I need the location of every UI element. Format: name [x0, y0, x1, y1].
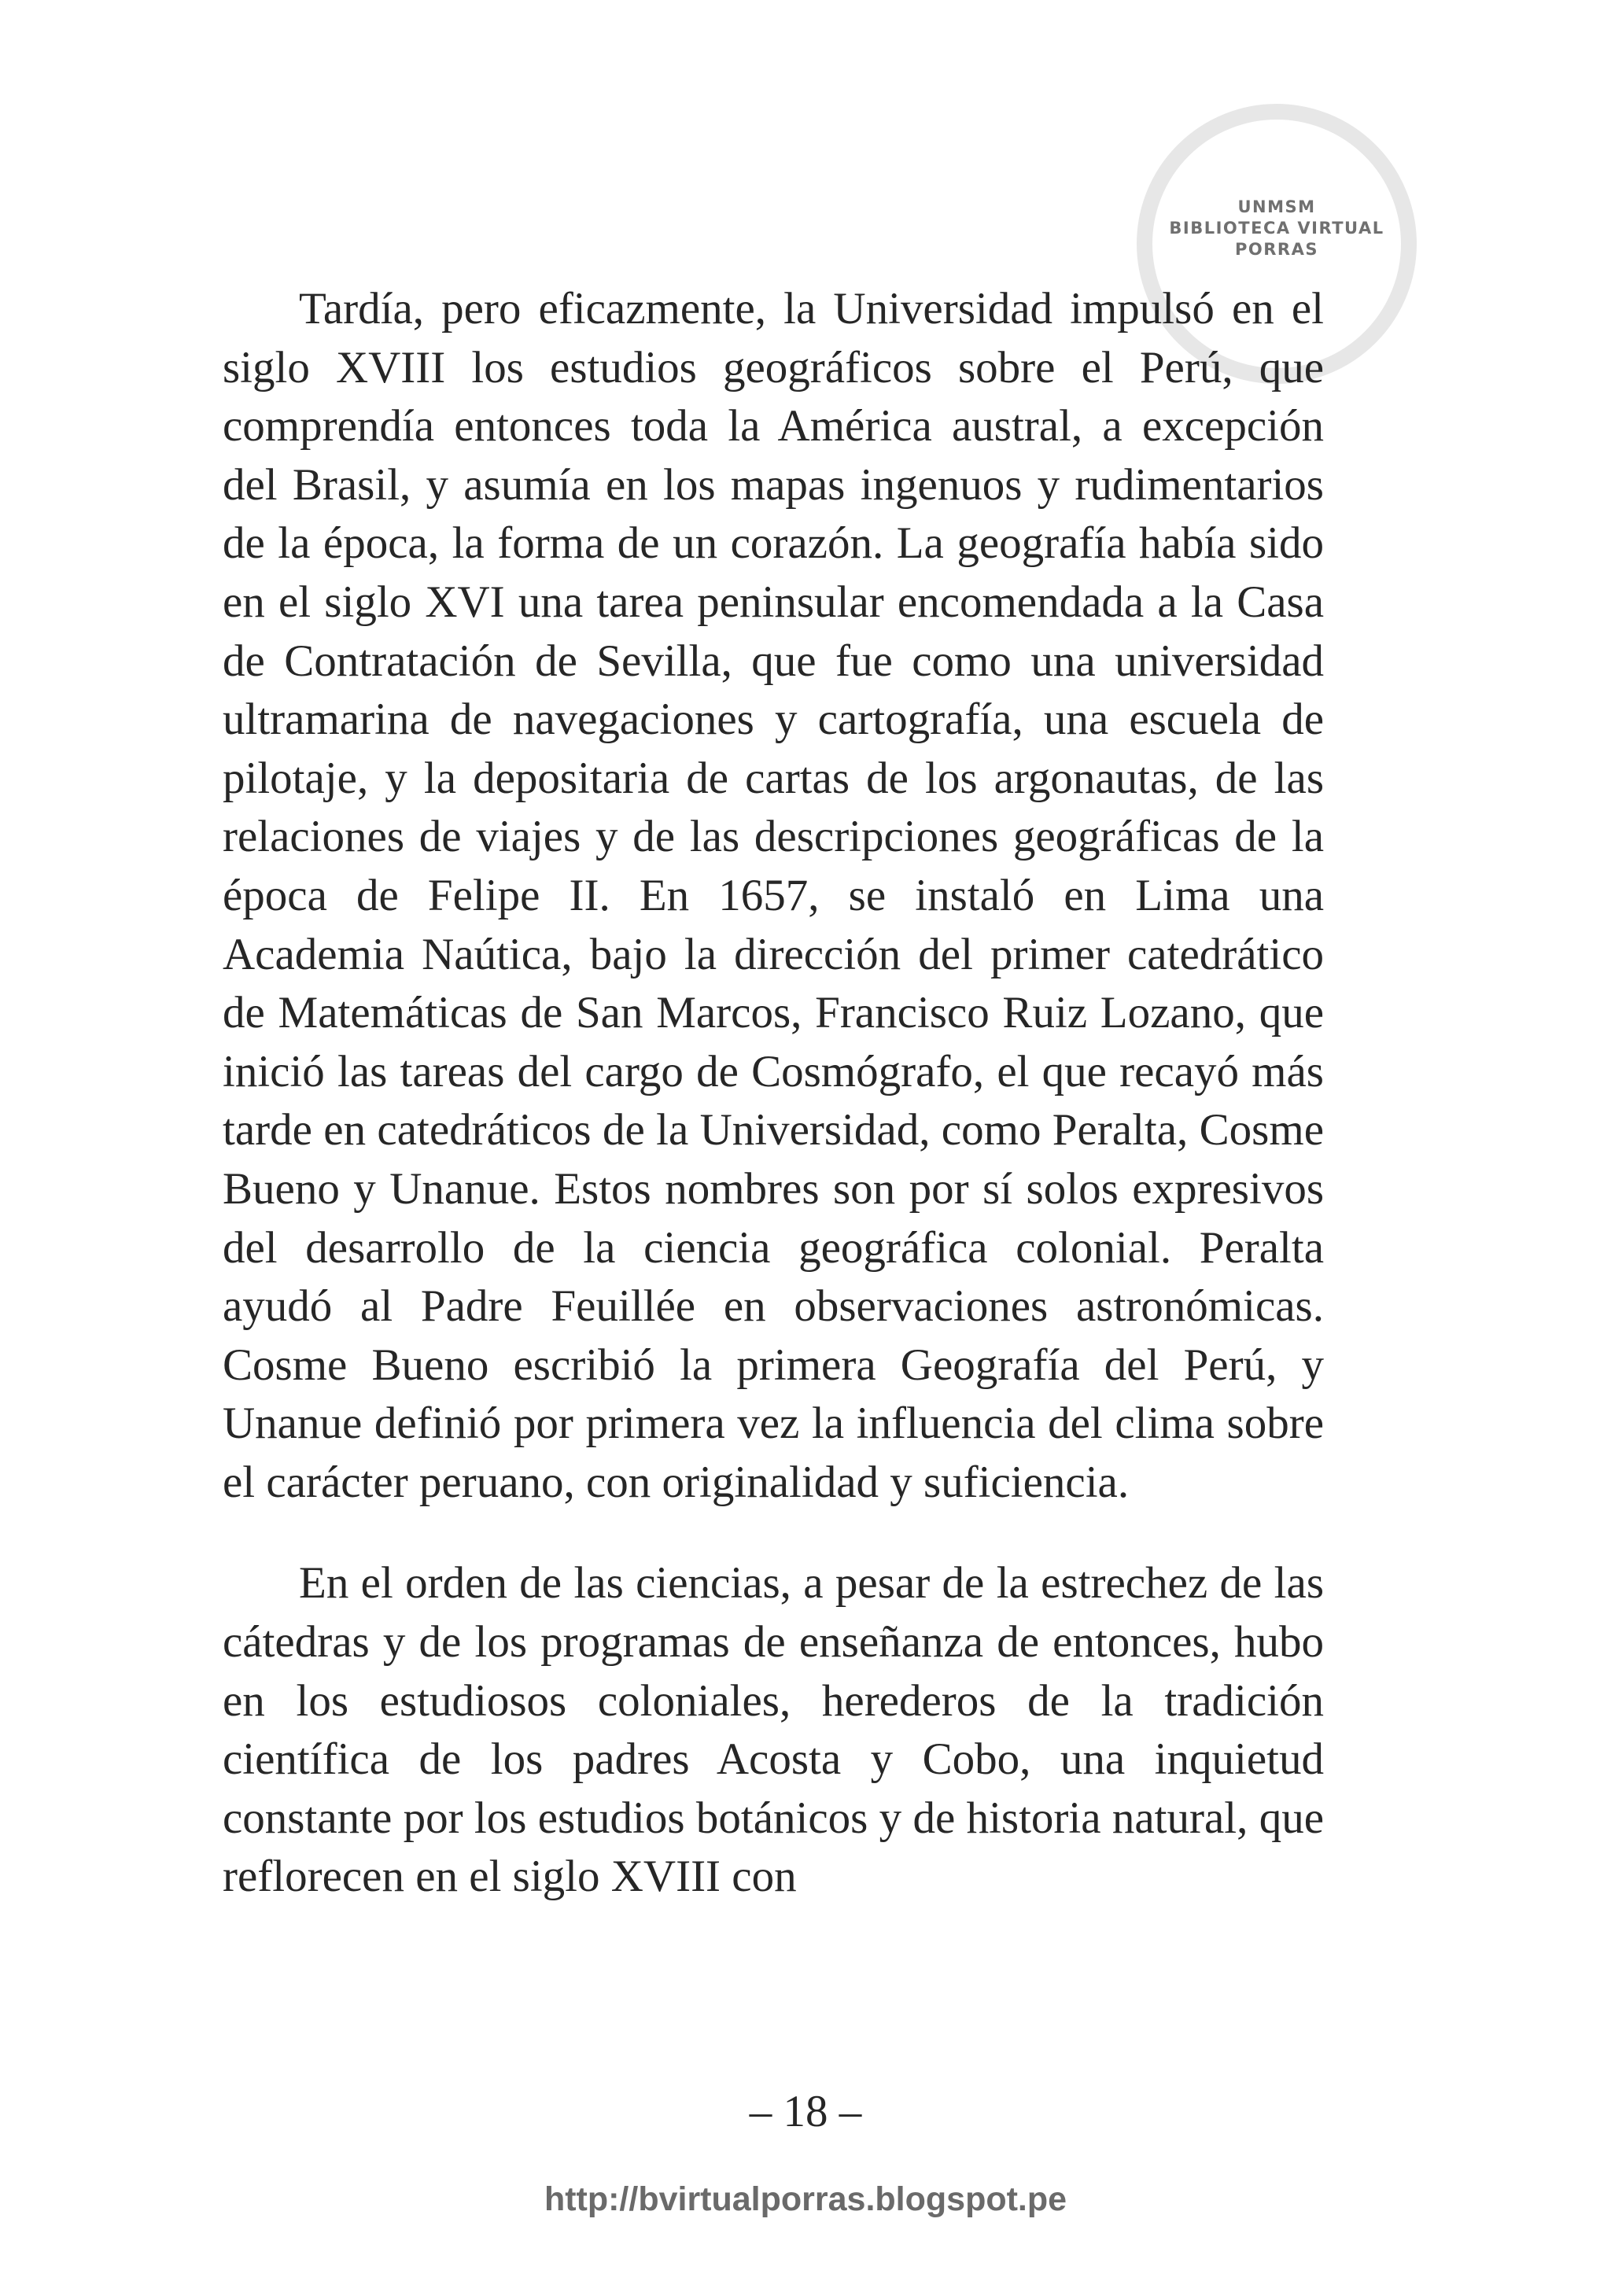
page-number: – 18 – [749, 2087, 862, 2136]
watermark-line-porras: PORRAS [1235, 240, 1318, 259]
watermark-text [1152, 197, 1401, 260]
watermark-line-biblioteca: BIBLIOTECA VIRTUAL [1169, 219, 1384, 238]
paragraph-geografia: Tardía, pero eficazmente, la Universidad impulsó en el siglo XVIII los estudios geográficos sobre el Perú, que comprendía entonces toda la América austral, a excepción del Brasil, y asumía en los mapas ingenuos y rudimentarios de la época, la forma de un corazón. La geografía había sido en el siglo XVI una tarea peninsular encomendada a la Casa de Contratación de Sevilla, que fue como una universidad ultramarina de navegaciones y cartografía, una escuela de pilotaje, y la depositaria de cartas de los argonautas, de las relaciones de viajes y de las descripciones geográficas de la época de Felipe II. En 1657, se instaló en Lima una Academia Naútica, bajo la dirección del primer catedrático de Matemáticas de San Marcos, Francisco Ruiz Lozano, que inició las tareas del cargo de Cosmógrafo, el que recayó más tarde en catedráticos de la Universidad, como Peralta, Cosme Bueno y Unanue. Estos nombres son por sí solos expresivos del desarrollo de la ciencia geográfica colonial. Peralta ayudó al Padre Feuillée en observaciones astronómicas. Cosme Bueno escribió la primera Geografía del Perú, y Unanue definió por primera vez la influencia del clima sobre el carácter peruano, con originalidad y suficiencia. [223, 284, 1324, 1507]
page-body [223, 280, 1324, 1907]
paragraph-ciencias: En el orden de las ciencias, a pesar de la estrechez de las cátedras y de los programas de enseñanza de entonces, hubo en los estudiosos coloniales, herederos de la tradición científica de los padres Acosta y Cobo, una inquietud constante por los estudios botánicos y de historia natural, que reflorecen en el siglo XVIII con [223, 1558, 1324, 1902]
footer-url: http://bvirtualporras.blogspot.pe [544, 2180, 1067, 2218]
watermark-line-unmsm: UNMSM [1237, 197, 1316, 216]
